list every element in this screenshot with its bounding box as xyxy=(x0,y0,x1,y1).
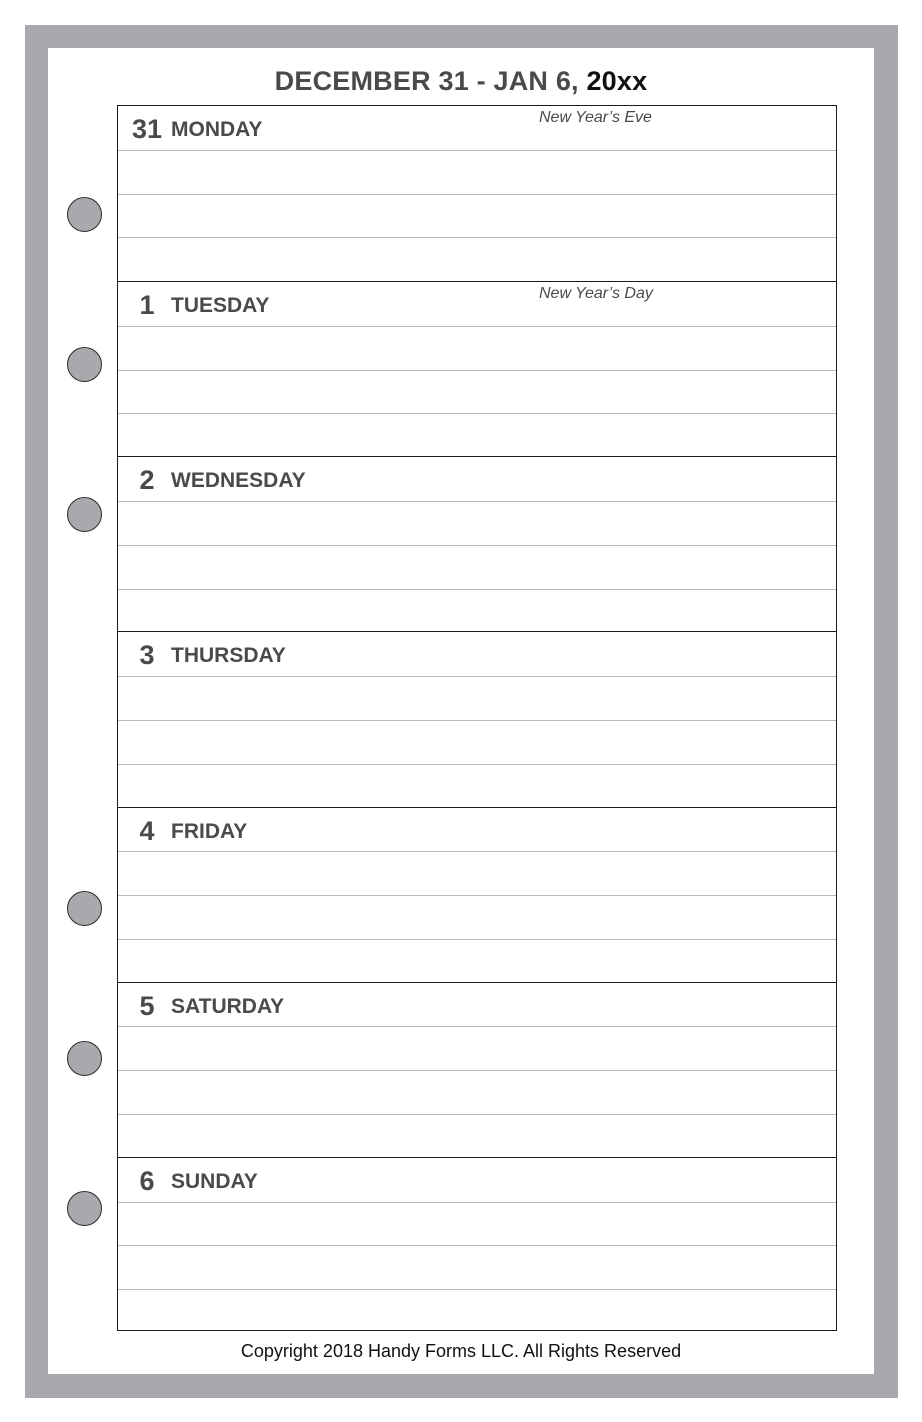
day-name: TUESDAY xyxy=(171,294,270,318)
day-header-row[interactable] xyxy=(118,282,836,326)
binder-hole xyxy=(67,197,102,232)
writing-line[interactable] xyxy=(118,895,836,939)
day-block-tuesday xyxy=(118,281,836,456)
day-name: SATURDAY xyxy=(171,994,285,1018)
writing-line[interactable] xyxy=(118,676,836,720)
day-block-saturday xyxy=(118,982,836,1157)
holiday-note: New Year’s Day xyxy=(539,285,653,303)
binder-hole xyxy=(67,1041,102,1076)
writing-line[interactable] xyxy=(118,589,836,633)
copyright-footer: Copyright 2018 Handy Forms LLC. All Rights Reserved xyxy=(240,1341,682,1361)
writing-line[interactable] xyxy=(118,720,836,764)
writing-line[interactable] xyxy=(118,237,836,281)
binder-hole xyxy=(67,1191,102,1226)
day-header-row[interactable] xyxy=(118,1158,836,1202)
writing-line[interactable] xyxy=(118,1245,836,1289)
year: 20xx xyxy=(586,66,648,96)
holiday-note: New Year’s Eve xyxy=(539,109,652,126)
day-name: SUNDAY xyxy=(171,1169,258,1193)
day-header-row[interactable] xyxy=(118,983,836,1027)
day-block-thursday xyxy=(118,631,836,806)
writing-line[interactable] xyxy=(118,194,836,238)
day-block-sunday xyxy=(118,1157,836,1332)
day-name: THURSDAY xyxy=(171,644,286,668)
writing-line[interactable] xyxy=(118,1114,836,1158)
day-name: MONDAY xyxy=(171,118,263,141)
day-name: WEDNESDAY xyxy=(171,469,306,493)
writing-line[interactable] xyxy=(118,1289,836,1333)
date-range: DECEMBER 31 - JAN 6, xyxy=(274,66,579,96)
writing-line[interactable] xyxy=(118,150,836,194)
day-number: 5 xyxy=(139,990,155,1021)
day-name: FRIDAY xyxy=(171,819,248,843)
binder-hole xyxy=(67,497,102,532)
writing-line[interactable] xyxy=(118,851,836,895)
page-title xyxy=(0,66,922,97)
day-number: 4 xyxy=(139,815,155,846)
binder-hole xyxy=(67,891,102,926)
day-header-row[interactable] xyxy=(118,106,836,150)
day-number: 6 xyxy=(139,1165,155,1196)
week-grid xyxy=(117,105,837,1331)
day-block-wednesday xyxy=(118,456,836,631)
writing-line[interactable] xyxy=(118,501,836,545)
day-number: 3 xyxy=(139,640,155,671)
writing-line[interactable] xyxy=(118,370,836,414)
writing-line[interactable] xyxy=(118,939,836,983)
day-number: 31 xyxy=(131,114,163,144)
writing-line[interactable] xyxy=(118,1070,836,1114)
writing-line[interactable] xyxy=(118,413,836,457)
writing-line[interactable] xyxy=(118,545,836,589)
writing-line[interactable] xyxy=(118,326,836,370)
writing-line[interactable] xyxy=(118,1202,836,1246)
writing-line[interactable] xyxy=(118,764,836,808)
day-number: 1 xyxy=(139,290,155,321)
day-number: 2 xyxy=(139,465,155,496)
binder-hole xyxy=(67,347,102,382)
day-block-monday xyxy=(118,106,836,281)
day-header-row[interactable] xyxy=(118,632,836,676)
writing-line[interactable] xyxy=(118,1026,836,1070)
day-block-friday xyxy=(118,807,836,982)
day-header-row[interactable] xyxy=(118,457,836,501)
day-header-row[interactable] xyxy=(118,808,836,852)
